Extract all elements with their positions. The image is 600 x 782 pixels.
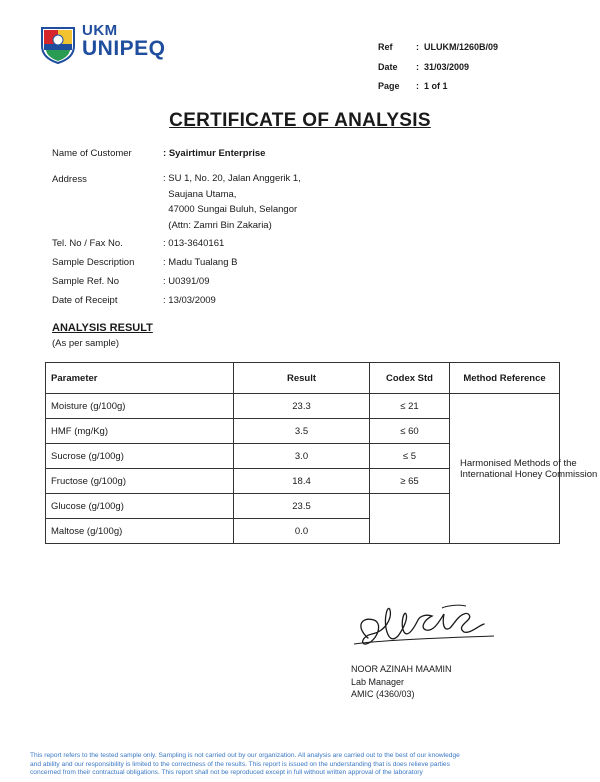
tel-text: 013-3640161: [168, 238, 225, 249]
parameter-cell: Moisture (g/100g): [46, 394, 234, 419]
ref-separator: :: [416, 42, 419, 52]
table-header-row: [46, 363, 560, 394]
tel-value: [163, 238, 553, 257]
ukm-crest-icon: [40, 26, 76, 64]
header-parameter: Parameter: [46, 363, 234, 394]
date-value: 31/03/2009: [424, 61, 470, 72]
analysis-result-title: ANALYSIS RESULT: [52, 322, 153, 334]
codex-cell: ≥ 65: [370, 469, 450, 494]
page-row: [378, 77, 498, 97]
tel-label: Tel. No / Fax No.: [52, 238, 123, 249]
result-cell: 18.4: [234, 469, 370, 494]
signatory-position: Lab Manager: [351, 676, 405, 687]
date-of-receipt-label: Date of Receipt: [52, 295, 118, 306]
address-value: [163, 171, 553, 238]
header-method: Method Reference: [450, 363, 560, 394]
method-reference-text: Harmonised Methods of the International Honey Commission: [460, 457, 598, 480]
parameter-cell: HMF (mg/Kg): [46, 419, 234, 444]
parameter-cell: Sucrose (g/100g): [46, 444, 234, 469]
sample-ref-text: U0391/09: [168, 276, 210, 287]
customer-name-label: Name of Customer: [52, 148, 132, 159]
result-cell: 23.3: [234, 394, 370, 419]
sample-description-text: Madu Tualang B: [168, 257, 238, 268]
separator: :: [163, 173, 166, 184]
date-of-receipt-value: [163, 295, 553, 314]
disclaimer-footer: [30, 752, 590, 778]
separator: :: [163, 238, 166, 249]
logo-top-text: UKM: [82, 22, 118, 39]
results-table: [45, 362, 598, 542]
date-row: [378, 58, 498, 78]
separator: :: [163, 295, 166, 306]
sample-ref-value: [163, 276, 553, 295]
parameter-cell: Maltose (g/100g): [46, 519, 234, 544]
sample-description-label: Sample Description: [52, 257, 135, 268]
address-line-1: SU 1, No. 20, Jalan Anggerik 1,: [168, 173, 301, 184]
header-result: Result: [234, 363, 370, 394]
page-value: 1 of 1: [424, 81, 448, 91]
codex-cell: [370, 494, 450, 519]
separator: :: [163, 257, 166, 268]
logo-bottom-text: UNIPEQ: [82, 37, 166, 60]
analysis-result-subtitle: (As per sample): [52, 338, 120, 349]
method-reference-cell: [450, 394, 598, 544]
address-line-4: (Attn: Zamri Bin Zakaria): [168, 219, 272, 231]
customer-info: [52, 148, 572, 314]
result-cell: 3.5: [234, 419, 370, 444]
ukm-unipeq-logo: [36, 22, 186, 68]
date-of-receipt-row: [52, 295, 572, 314]
address-line-3: 47000 Sungai Buluh, Selangor: [168, 204, 298, 215]
certificate-title: CERTIFICATE OF ANALYSIS: [169, 110, 431, 131]
ref-row: [378, 38, 498, 58]
header-codex: Codex Std: [370, 363, 450, 394]
signatory-name: NOOR AZINAH MAAMIN: [351, 664, 452, 674]
date-label: Date: [378, 61, 398, 72]
disclaimer-line-1: This report refers to the tested sample only. Sampling is not carried out by our organization. All analysis are carried out to the best of our knowledge: [30, 752, 460, 759]
ref-label: Ref: [378, 42, 393, 52]
signature-image: [346, 598, 496, 664]
page-separator: :: [416, 81, 419, 91]
address-label: Address: [52, 174, 87, 185]
result-cell: 3.0: [234, 444, 370, 469]
sample-ref-label: Sample Ref. No: [52, 276, 120, 287]
codex-cell: [370, 519, 450, 544]
sample-description-row: [52, 257, 572, 276]
customer-name-text: Syairtimur Enterprise: [168, 148, 266, 159]
separator: :: [163, 148, 167, 159]
codex-cell: ≤ 21: [370, 394, 450, 419]
page-label: Page: [378, 81, 400, 91]
result-cell: 0.0: [234, 519, 370, 544]
address-line-2: Saujana Utama,: [168, 188, 237, 200]
parameter-cell: Fructose (g/100g): [46, 469, 234, 494]
result-cell: 23.5: [234, 494, 370, 519]
disclaimer-line-3: concerned from their contractual obligations. This report shall not be reproduced except in full without written approval of the laboratory: [30, 769, 423, 776]
sample-ref-row: [52, 276, 572, 295]
table-row: [46, 394, 560, 419]
signatory-code: AMIC (4360/03): [351, 689, 415, 699]
date-of-receipt-text: 13/03/2009: [168, 295, 216, 306]
codex-cell: ≤ 5: [370, 444, 450, 469]
codex-cell: ≤ 60: [370, 419, 450, 444]
reference-block: [378, 38, 498, 97]
tel-row: [52, 238, 572, 257]
disclaimer-line-2: and ability and our responsibility is limited to the correctness of the results. This report is issued on the understanding that is does relieve parties: [30, 760, 450, 768]
parameter-cell: Glucose (g/100g): [46, 494, 234, 519]
sample-description-value: [163, 257, 553, 276]
signatory-block: [351, 663, 452, 701]
ref-value: ULUKM/1260B/09: [424, 42, 499, 52]
address-row: [52, 174, 572, 238]
date-separator: :: [416, 61, 419, 72]
separator: :: [163, 276, 166, 287]
